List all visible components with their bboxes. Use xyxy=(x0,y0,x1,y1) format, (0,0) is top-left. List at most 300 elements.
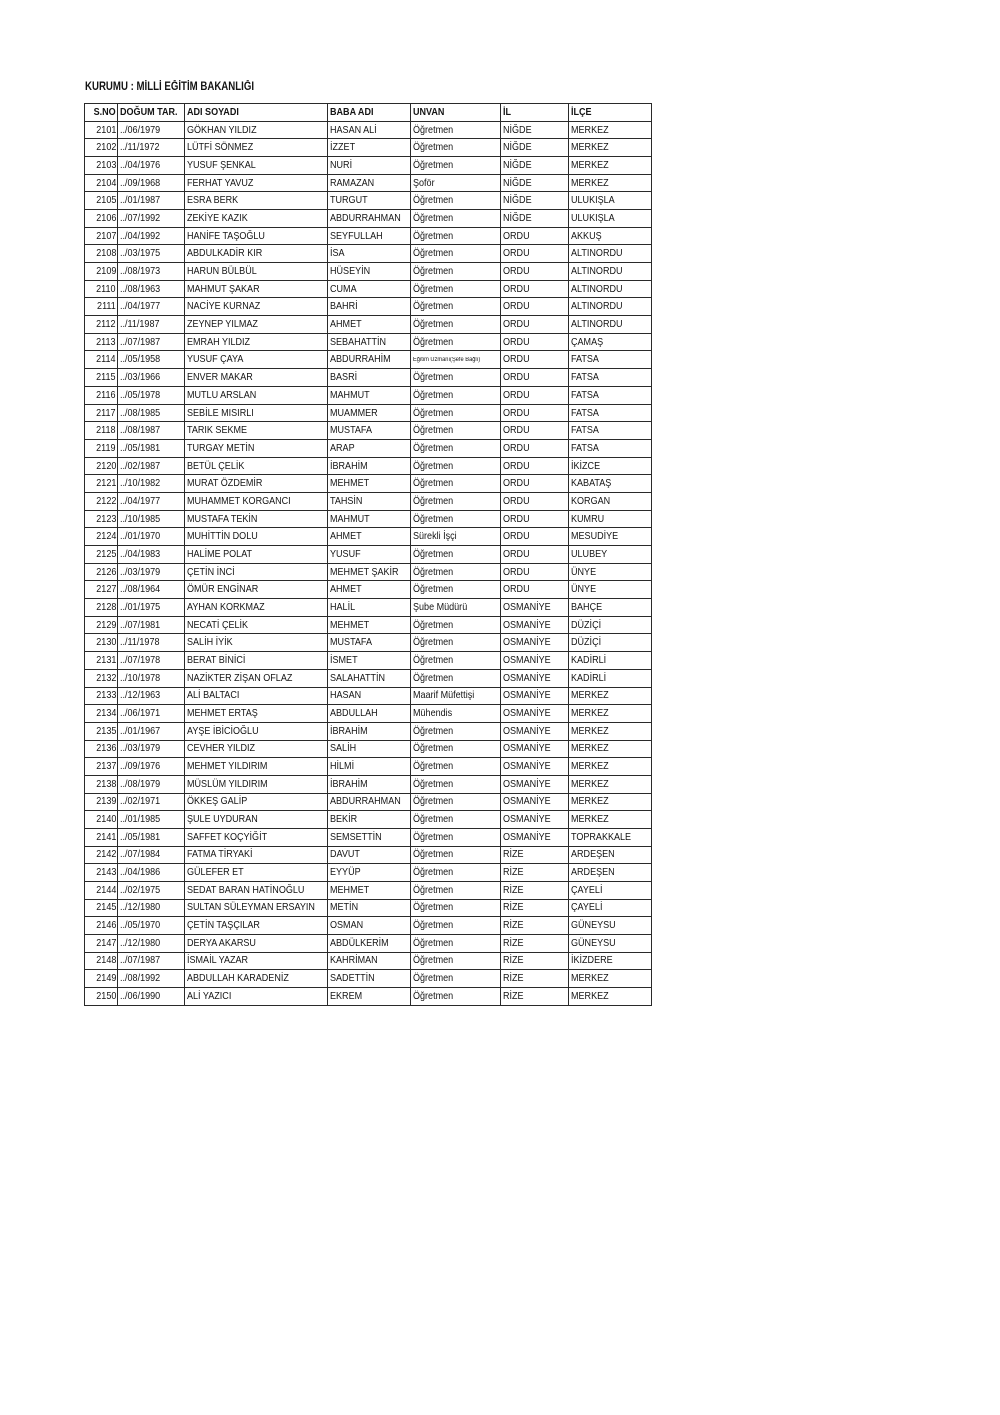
cell-full-name xyxy=(185,705,328,723)
father-name-text: MUAMMER xyxy=(330,406,378,419)
district-text: ULUKIŞLA xyxy=(571,194,615,207)
birth-date-text: ../01/1987 xyxy=(120,194,161,207)
province-text: RİZE xyxy=(503,936,524,949)
cell-father-name xyxy=(328,687,411,705)
table-row xyxy=(85,563,652,581)
cell-birth-date xyxy=(118,634,185,652)
full-name-text: YUSUF ÇAYA xyxy=(187,353,244,366)
cell-father-name xyxy=(328,280,411,298)
title-text: Öğretmen xyxy=(413,388,454,401)
cell-full-name xyxy=(185,599,328,617)
cell-title xyxy=(411,528,501,546)
cell-district xyxy=(569,333,652,351)
title-text: Öğretmen xyxy=(413,477,454,490)
sno-text: 2141 xyxy=(95,830,116,843)
cell-sno xyxy=(85,811,118,829)
province-text: ORDU xyxy=(503,565,530,578)
birth-date-text: ../06/1979 xyxy=(120,123,161,136)
title-text: Öğretmen xyxy=(413,211,454,224)
birth-date-text: ../01/1985 xyxy=(120,813,161,826)
province-text: RİZE xyxy=(503,883,524,896)
sno-text: 2143 xyxy=(95,866,116,879)
cell-district xyxy=(569,864,652,882)
cell-father-name xyxy=(328,121,411,139)
cell-sno xyxy=(85,934,118,952)
birth-date-text: ../04/1983 xyxy=(120,547,161,560)
cell-title xyxy=(411,687,501,705)
district-text: MERKEZ xyxy=(571,724,609,737)
full-name-text: AYŞE İBİCİOĞLU xyxy=(187,724,259,737)
cell-province xyxy=(501,581,569,599)
table-row xyxy=(85,528,652,546)
birth-date-text: ../09/1976 xyxy=(120,760,161,773)
cell-full-name xyxy=(185,210,328,228)
cell-full-name xyxy=(185,157,328,175)
cell-sno xyxy=(85,970,118,988)
full-name-text: HARUN BÜLBÜL xyxy=(187,264,257,277)
cell-district xyxy=(569,475,652,493)
cell-province xyxy=(501,174,569,192)
district-text: ALTINORDU xyxy=(571,247,623,260)
cell-birth-date xyxy=(118,351,185,369)
cell-title xyxy=(411,616,501,634)
sno-text: 2116 xyxy=(96,388,116,401)
cell-father-name xyxy=(328,510,411,528)
header-title-label: UNVAN xyxy=(413,105,445,118)
district-text: KUMRU xyxy=(571,512,605,525)
cell-full-name xyxy=(185,669,328,687)
province-text: OSMANİYE xyxy=(503,813,551,826)
province-text: ORDU xyxy=(503,530,530,543)
district-text: MERKEZ xyxy=(571,141,609,154)
father-name-text: SALAHATTİN xyxy=(330,671,386,684)
title-text: Öğretmen xyxy=(413,371,454,384)
header-father-name xyxy=(328,104,411,122)
cell-title xyxy=(411,369,501,387)
title-text: Öğretmen xyxy=(413,883,454,896)
cell-birth-date xyxy=(118,227,185,245)
full-name-text: BETÜL ÇELİK xyxy=(187,459,245,472)
sno-text: 2111 xyxy=(97,300,116,313)
cell-title xyxy=(411,811,501,829)
cell-father-name xyxy=(328,881,411,899)
cell-full-name xyxy=(185,934,328,952)
father-name-text: TAHSİN xyxy=(330,494,363,507)
birth-date-text: ../07/1984 xyxy=(120,848,161,861)
full-name-text: MEHMET ERTAŞ xyxy=(187,707,258,719)
title-text: Öğretmen xyxy=(413,636,454,649)
father-name-text: YUSUF xyxy=(330,547,361,560)
father-name-text: MEHMET xyxy=(330,883,370,896)
cell-full-name xyxy=(185,475,328,493)
cell-district xyxy=(569,828,652,846)
father-name-text: İSMET xyxy=(330,653,358,666)
cell-district xyxy=(569,387,652,405)
province-text: RİZE xyxy=(503,866,524,879)
full-name-text: YUSUF ŞENKAL xyxy=(187,158,256,171)
cell-birth-date xyxy=(118,298,185,316)
cell-birth-date xyxy=(118,280,185,298)
cell-sno xyxy=(85,828,118,846)
full-name-text: ÇETİN İNCİ xyxy=(187,565,235,578)
cell-father-name xyxy=(328,457,411,475)
title-text: Öğretmen xyxy=(413,830,454,843)
cell-father-name xyxy=(328,192,411,210)
title-text: Öğretmen xyxy=(413,583,454,596)
birth-date-text: ../08/1964 xyxy=(120,583,161,596)
cell-father-name xyxy=(328,864,411,882)
father-name-text: ABDULLAH xyxy=(330,707,378,719)
title-text: Öğretmen xyxy=(413,459,454,472)
table-row xyxy=(85,210,652,228)
cell-province xyxy=(501,634,569,652)
cell-title xyxy=(411,245,501,263)
table-row xyxy=(85,758,652,776)
father-name-text: ABDURRAHMAN xyxy=(330,211,401,224)
table-row xyxy=(85,793,652,811)
cell-birth-date xyxy=(118,333,185,351)
cell-title xyxy=(411,758,501,776)
cell-father-name xyxy=(328,740,411,758)
cell-title xyxy=(411,881,501,899)
birth-date-text: ../08/1985 xyxy=(120,406,161,419)
father-name-text: İBRAHİM xyxy=(330,777,368,790)
cell-birth-date xyxy=(118,546,185,564)
district-text: ALTINORDU xyxy=(571,282,623,295)
cell-father-name xyxy=(328,174,411,192)
birth-date-text: ../07/1987 xyxy=(120,335,161,348)
cell-birth-date xyxy=(118,934,185,952)
full-name-text: İSMAİL YAZAR xyxy=(187,954,249,967)
cell-district xyxy=(569,687,652,705)
province-text: ORDU xyxy=(503,477,530,490)
district-text: GÜNEYSU xyxy=(571,919,616,932)
cell-sno xyxy=(85,298,118,316)
cell-sno xyxy=(85,899,118,917)
district-text: MERKEZ xyxy=(571,813,609,826)
title-text: Öğretmen xyxy=(413,229,454,242)
birth-date-text: ../11/1987 xyxy=(120,317,160,330)
cell-full-name xyxy=(185,263,328,281)
cell-father-name xyxy=(328,298,411,316)
full-name-text: FATMA TİRYAKİ xyxy=(187,848,253,861)
birth-date-text: ../05/1978 xyxy=(120,388,161,401)
title-text: Öğretmen xyxy=(413,760,454,773)
cell-sno xyxy=(85,192,118,210)
father-name-text: ABDURRAHİM xyxy=(330,353,391,366)
cell-province xyxy=(501,669,569,687)
cell-birth-date xyxy=(118,616,185,634)
province-text: OSMANİYE xyxy=(503,618,551,631)
father-name-text: BASRİ xyxy=(330,371,358,384)
table-row xyxy=(85,899,652,917)
province-text: RİZE xyxy=(503,972,524,985)
table-row xyxy=(85,846,652,864)
province-text: OSMANİYE xyxy=(503,724,551,737)
cell-district xyxy=(569,493,652,511)
cell-district xyxy=(569,669,652,687)
full-name-text: ŞULE UYDURAN xyxy=(187,813,258,826)
district-text: MERKEZ xyxy=(571,742,609,755)
cell-district xyxy=(569,263,652,281)
district-text: MERKEZ xyxy=(571,176,609,189)
full-name-text: ZEYNEP YILMAZ xyxy=(187,317,258,330)
cell-province xyxy=(501,121,569,139)
province-text: ORDU xyxy=(503,406,530,419)
cell-district xyxy=(569,174,652,192)
cell-sno xyxy=(85,404,118,422)
title-text: Öğretmen xyxy=(413,866,454,879)
cell-full-name xyxy=(185,616,328,634)
province-text: OSMANİYE xyxy=(503,671,551,684)
district-text: ULUBEY xyxy=(571,547,608,560)
cell-province xyxy=(501,563,569,581)
district-text: ÇAYELİ xyxy=(571,901,603,914)
cell-title xyxy=(411,740,501,758)
cell-birth-date xyxy=(118,192,185,210)
birth-date-text: ../10/1978 xyxy=(120,671,161,684)
cell-full-name xyxy=(185,828,328,846)
cell-province xyxy=(501,864,569,882)
cell-full-name xyxy=(185,457,328,475)
cell-title xyxy=(411,493,501,511)
cell-full-name xyxy=(185,722,328,740)
province-text: ORDU xyxy=(503,335,530,348)
district-text: FATSA xyxy=(571,371,599,384)
province-text: ORDU xyxy=(503,353,530,366)
province-text: NİĞDE xyxy=(503,141,532,154)
cell-province xyxy=(501,210,569,228)
full-name-text: DERYA AKARSU xyxy=(187,936,256,949)
province-text: ORDU xyxy=(503,300,530,313)
cell-title xyxy=(411,475,501,493)
cell-district xyxy=(569,528,652,546)
sno-text: 2105 xyxy=(95,194,116,207)
cell-title xyxy=(411,722,501,740)
cell-district xyxy=(569,510,652,528)
cell-title xyxy=(411,422,501,440)
table-row xyxy=(85,404,652,422)
table-row xyxy=(85,917,652,935)
district-text: TOPRAKKALE xyxy=(571,830,632,843)
province-text: OSMANİYE xyxy=(503,777,551,790)
cell-province xyxy=(501,970,569,988)
cell-sno xyxy=(85,440,118,458)
cell-full-name xyxy=(185,846,328,864)
header-sno-label: S.NO xyxy=(93,105,116,118)
cell-birth-date xyxy=(118,404,185,422)
father-name-text: CUMA xyxy=(330,282,357,295)
father-name-text: KAHRİMAN xyxy=(330,954,378,967)
full-name-text: MUHAMMET KORGANCI xyxy=(187,494,291,507)
sno-text: 2140 xyxy=(95,813,116,826)
district-text: FATSA xyxy=(571,353,599,366)
full-name-text: ALİ BALTACI xyxy=(187,689,240,702)
title-text: Öğretmen xyxy=(413,194,454,207)
cell-full-name xyxy=(185,581,328,599)
full-name-text: MUTLU ARSLAN xyxy=(187,388,257,401)
cell-full-name xyxy=(185,687,328,705)
title-text: Öğretmen xyxy=(413,547,454,560)
cell-sno xyxy=(85,475,118,493)
province-text: OSMANİYE xyxy=(503,636,551,649)
cell-father-name xyxy=(328,139,411,157)
full-name-text: ABDULLAH KARADENİZ xyxy=(187,972,289,985)
father-name-text: ABDURRAHMAN xyxy=(330,795,401,808)
cell-father-name xyxy=(328,316,411,334)
sno-text: 2150 xyxy=(95,989,116,1002)
father-name-text: HALİL xyxy=(330,600,356,613)
cell-province xyxy=(501,457,569,475)
cell-title xyxy=(411,581,501,599)
cell-province xyxy=(501,758,569,776)
province-text: OSMANİYE xyxy=(503,795,551,808)
father-name-text: BEKİR xyxy=(330,813,358,826)
cell-province xyxy=(501,369,569,387)
province-text: OSMANİYE xyxy=(503,830,551,843)
birth-date-text: ../02/1975 xyxy=(120,883,161,896)
father-name-text: İBRAHİM xyxy=(330,724,368,737)
sno-text: 2129 xyxy=(95,618,116,631)
district-text: KADİRLİ xyxy=(571,653,607,666)
cell-district xyxy=(569,422,652,440)
title-text: Öğretmen xyxy=(413,954,454,967)
cell-birth-date xyxy=(118,369,185,387)
district-text: ARDEŞEN xyxy=(571,866,615,879)
cell-birth-date xyxy=(118,652,185,670)
sno-text: 2106 xyxy=(95,211,116,224)
father-name-text: AHMET xyxy=(330,583,362,596)
cell-full-name xyxy=(185,369,328,387)
province-text: ORDU xyxy=(503,388,530,401)
full-name-text: SEDAT BARAN HATİNOĞLU xyxy=(187,883,305,896)
cell-full-name xyxy=(185,528,328,546)
district-text: FATSA xyxy=(571,388,599,401)
title-text: Öğretmen xyxy=(413,618,454,631)
cell-province xyxy=(501,493,569,511)
father-name-text: ABDÜLKERİM xyxy=(330,936,389,949)
title-text: Öğretmen xyxy=(413,972,454,985)
cell-full-name xyxy=(185,440,328,458)
sno-text: 2145 xyxy=(95,901,116,914)
birth-date-text: ../11/1972 xyxy=(120,141,160,154)
cell-birth-date xyxy=(118,387,185,405)
sno-text: 2119 xyxy=(96,441,116,454)
father-name-text: AHMET xyxy=(330,530,362,543)
cell-district xyxy=(569,740,652,758)
table-row xyxy=(85,475,652,493)
district-text: FATSA xyxy=(571,441,599,454)
father-name-text: İSA xyxy=(330,247,345,260)
table-row xyxy=(85,280,652,298)
table-row xyxy=(85,263,652,281)
sno-text: 2136 xyxy=(95,742,116,755)
cell-father-name xyxy=(328,528,411,546)
cell-birth-date xyxy=(118,493,185,511)
cell-father-name xyxy=(328,351,411,369)
province-text: ORDU xyxy=(503,512,530,525)
district-text: MERKEZ xyxy=(571,123,609,136)
cell-sno xyxy=(85,422,118,440)
sno-text: 2101 xyxy=(95,123,116,136)
father-name-text: İZZET xyxy=(330,141,356,154)
cell-birth-date xyxy=(118,139,185,157)
cell-district xyxy=(569,227,652,245)
title-text: Öğretmen xyxy=(413,989,454,1002)
cell-father-name xyxy=(328,652,411,670)
cell-title xyxy=(411,351,501,369)
cell-title xyxy=(411,157,501,175)
sno-text: 2104 xyxy=(95,176,116,189)
full-name-text: SEBİLE MISIRLI xyxy=(187,406,254,419)
table-row xyxy=(85,121,652,139)
sno-text: 2117 xyxy=(96,406,116,419)
district-text: ALTINORDU xyxy=(571,317,623,330)
father-name-text: RAMAZAN xyxy=(330,176,375,189)
cell-father-name xyxy=(328,563,411,581)
sno-text: 2148 xyxy=(95,954,116,967)
province-text: ORDU xyxy=(503,282,530,295)
birth-date-text: ../04/1977 xyxy=(120,300,161,313)
full-name-text: NACİYE KURNAZ xyxy=(187,300,261,313)
father-name-text: METİN xyxy=(330,901,359,914)
birth-date-text: ../10/1985 xyxy=(120,512,161,525)
cell-title xyxy=(411,387,501,405)
cell-district xyxy=(569,970,652,988)
cell-sno xyxy=(85,387,118,405)
cell-father-name xyxy=(328,828,411,846)
district-text: FATSA xyxy=(571,406,599,419)
father-name-text: ARAP xyxy=(330,441,355,454)
father-name-text: OSMAN xyxy=(330,919,364,932)
cell-full-name xyxy=(185,793,328,811)
table-row xyxy=(85,616,652,634)
cell-sno xyxy=(85,687,118,705)
cell-sno xyxy=(85,563,118,581)
table-row xyxy=(85,227,652,245)
header-province-label: İL xyxy=(503,105,512,118)
birth-date-text: ../07/1981 xyxy=(120,618,161,631)
birth-date-text: ../03/1979 xyxy=(120,565,161,578)
table-row xyxy=(85,581,652,599)
birth-date-text: ../07/1992 xyxy=(120,211,161,224)
cell-sno xyxy=(85,245,118,263)
cell-full-name xyxy=(185,493,328,511)
cell-birth-date xyxy=(118,846,185,864)
full-name-text: CEVHER YILDIZ xyxy=(187,742,256,755)
cell-sno xyxy=(85,793,118,811)
sno-text: 2139 xyxy=(95,795,116,808)
cell-sno xyxy=(85,616,118,634)
district-text: MERKEZ xyxy=(571,707,609,719)
header-full-name-label: ADI SOYADI xyxy=(187,105,239,118)
cell-title xyxy=(411,316,501,334)
sno-text: 2110 xyxy=(96,282,116,295)
title-text: Öğretmen xyxy=(413,123,454,136)
province-text: OSMANİYE xyxy=(503,653,551,666)
province-text: ORDU xyxy=(503,424,530,437)
cell-father-name xyxy=(328,634,411,652)
full-name-text: EMRAH YILDIZ xyxy=(187,335,251,348)
sno-text: 2122 xyxy=(95,494,116,507)
table-header xyxy=(85,104,652,122)
cell-father-name xyxy=(328,616,411,634)
cell-father-name xyxy=(328,899,411,917)
sno-text: 2115 xyxy=(96,371,116,384)
province-text: OSMANİYE xyxy=(503,600,551,613)
full-name-text: MUSTAFA TEKİN xyxy=(187,512,258,525)
province-text: ORDU xyxy=(503,441,530,454)
